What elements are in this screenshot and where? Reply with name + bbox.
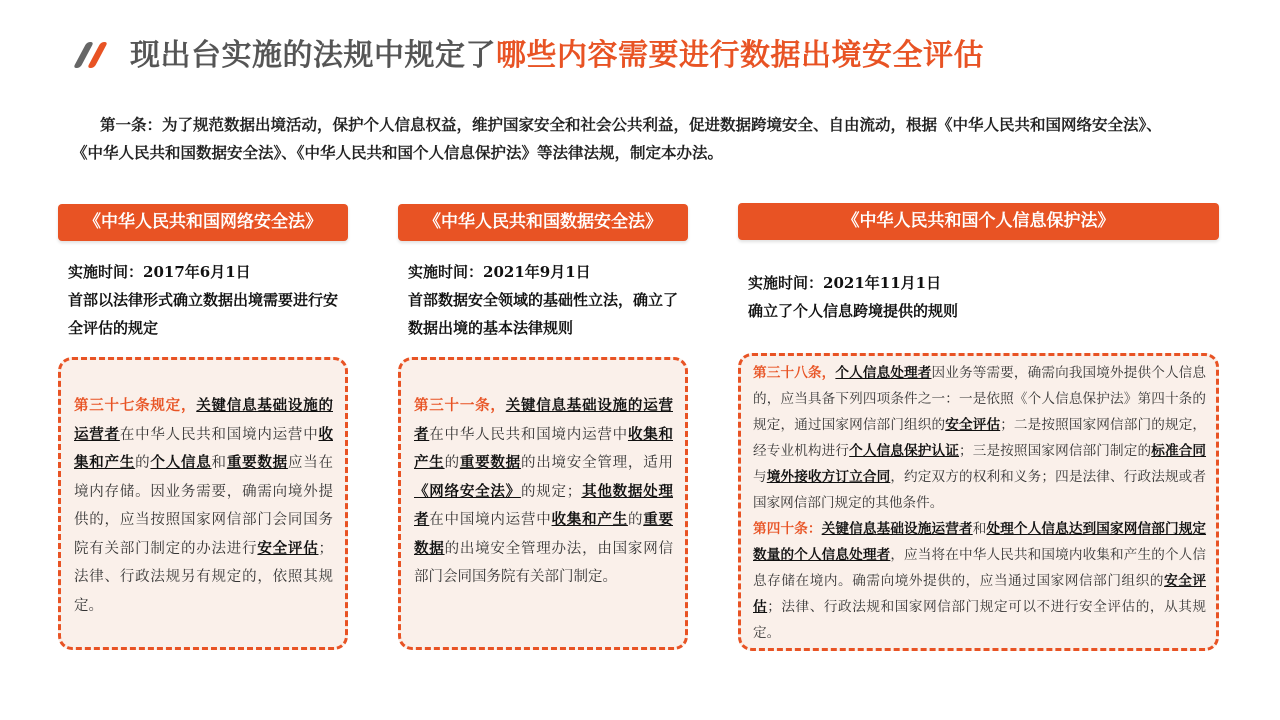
article-card-cybersecurity — [58, 357, 348, 650]
key-term: 安全评估 — [945, 417, 1001, 433]
date-label: 实施时间： — [408, 263, 484, 281]
key-term: 境外接收方订立合同 — [766, 469, 891, 485]
effective-date: 2021年9月1日 — [483, 263, 591, 281]
article-segment: 和 — [972, 521, 987, 537]
article-segment: 的 — [135, 455, 151, 471]
date-label: 实施时间： — [68, 263, 144, 281]
key-term: 关键信息基础设施运营者 — [821, 521, 973, 537]
date-label: 实施时间： — [748, 274, 824, 292]
intro-paragraph: 第一条：为了规范数据出境活动，保护个人信息权益，维护国家安全和社会公共利益，促进数据跨境安全、自由流动，根据《中华人民共和国网络安全法》、《中华人民共和国数据安全法》、《中华人民共和国个人信息保护法》等法律法规，制定本办法。 — [72, 116, 1162, 162]
law-summary: 确立了个人信息跨境提供的规则 — [748, 302, 959, 320]
key-term: 收集和产生 — [74, 426, 333, 471]
key-term: 个人信息 — [150, 455, 212, 471]
effective-date: 2021年11月1日 — [823, 274, 942, 292]
article-segment: 因业务等需要，确需向我国境外提供个人信息的，应当具备下列四项条件之一：一是依照《个人信息保护法》第四十条的规定，通过国家网信部门组织的 — [753, 365, 1207, 433]
article-number: 第三十一条， — [414, 398, 506, 414]
key-term: 重要数据 — [459, 455, 521, 471]
article-segment: ；二是按照国家网信部门的规定，经专业机构进行 — [753, 417, 1207, 459]
article-segment: 的出境安全管理办法，由国家网信部门会同国务院有关部门制定。 — [414, 540, 673, 585]
article-segment: 与 — [753, 469, 767, 485]
article-text — [753, 360, 1206, 646]
law-title-cybersecurity: 《中华人民共和国网络安全法》 — [58, 204, 348, 241]
article-segment: ；三是按照国家网信部门制定的 — [958, 443, 1152, 459]
law-meta-cybersecurity — [68, 258, 343, 342]
key-term: 关键信息基础设施的运营者 — [74, 398, 333, 443]
page-title-gray: 现出台实施的法规中规定了 — [130, 38, 496, 73]
law-summary: 首部以法律形式确立数据出境需要进行安全评估的规定 — [68, 291, 339, 337]
law-title-data-security: 《中华人民共和国数据安全法》 — [398, 204, 688, 241]
key-term: 处理个人信息达到国家网信部门规定数量的个人信息处理者 — [753, 521, 1207, 563]
article-segment: 在中华人民共和国境内运营中 — [429, 426, 628, 443]
key-term: 关键信息基础设施的运营者 — [414, 398, 673, 443]
article-card-data-security — [398, 357, 688, 650]
effective-date: 2017年6月1日 — [143, 263, 251, 281]
page-title — [130, 36, 984, 76]
key-term: 个人信息处理者 — [835, 365, 932, 381]
key-term: 标准合同 — [1151, 443, 1207, 459]
article-text — [74, 392, 333, 620]
article-segment: 在中华人民共和国境内运营中 — [119, 426, 319, 443]
article-segment: ；法律、行政法规另有规定的，依照其规定。 — [74, 540, 333, 614]
law-title-personal-info: 《中华人民共和国个人信息保护法》 — [738, 203, 1219, 240]
page-title-orange: 哪些内容需要进行数据出境安全评估 — [496, 38, 984, 73]
law-meta-personal-info — [748, 269, 1208, 325]
article-text — [414, 392, 673, 592]
article-segment: ；法律、行政法规和国家网信部门规定可以不进行安全评估的，从其规定。 — [753, 599, 1207, 641]
law-meta-data-security — [408, 258, 683, 342]
key-term: 收集和产生 — [414, 426, 673, 471]
key-term: 收集和产生 — [551, 512, 628, 528]
article-segment: 的出境安全管理，适用 — [520, 455, 673, 471]
article-segment: 在中国境内运营中 — [429, 512, 552, 528]
key-term: 重要数据 — [414, 512, 673, 557]
article-number: 第三十七条规定， — [74, 398, 197, 414]
article-number: 第四十条： — [753, 521, 822, 537]
article-segment: 的 — [444, 455, 460, 471]
article-number: 第三十八条， — [753, 365, 836, 381]
key-term: 安全评估 — [257, 540, 319, 557]
article-segment: 的规定； — [520, 483, 582, 500]
key-term: 其他数据处理者 — [414, 483, 673, 528]
article-segment: 应当在境内存储。因业务需要，确需向境外提供的，应当按照国家网信部门会同国务院有关部门制定的办法进行 — [74, 455, 333, 557]
key-term: 个人信息保护认证 — [849, 443, 959, 459]
article-segment: ，应当将在中华人民共和国境内收集和产生的个人信息存储在境内。确需向境外提供的，应当通过国家网信部门组织的 — [753, 547, 1207, 589]
article-segment: 和 — [211, 455, 227, 471]
law-summary: 首部数据安全领域的基础性立法，确立了数据出境的基本法律规则 — [408, 291, 679, 337]
key-term: 安全评估 — [753, 573, 1207, 615]
key-term: 重要数据 — [226, 455, 288, 471]
article-card-personal-info — [738, 353, 1219, 651]
key-term: 《网络安全法》 — [414, 483, 521, 500]
article-segment: 的 — [627, 512, 644, 528]
article-segment: ，约定双方的权利和义务；四是法律、行政法规或者国家网信部门规定的其他条件。 — [753, 469, 1207, 511]
